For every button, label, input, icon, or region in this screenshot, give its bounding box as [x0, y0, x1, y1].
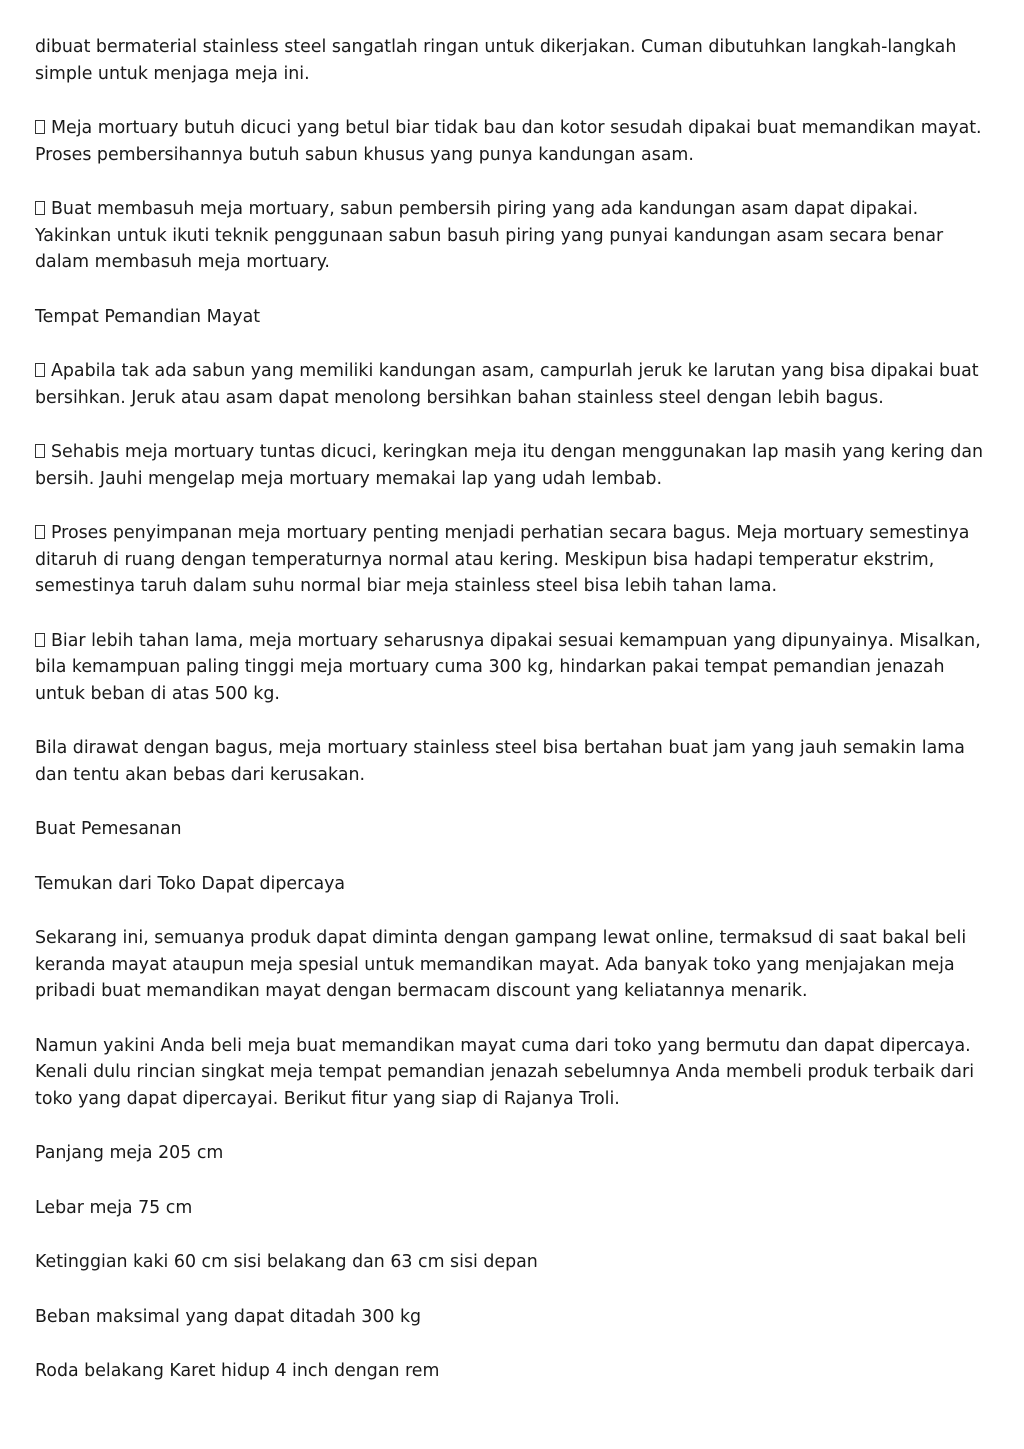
paragraph-bullet-drying: Sehabis meja mortuary tuntas dicuci, keringkan meja itu dengan menggunakan lap masih yang kering dan bersih. Jauhi mengelap meja mortuary memakai lap yang udah lembab. [35, 442, 984, 489]
paragraph-trusted-store: Namun yakini Anda beli meja buat memandikan mayat cuma dari toko yang bermutu dan dapat dipercaya. Kenali dulu rincian singkat meja tempat pemandian jenazah sebelumnya Anda membeli produk terbaik dari toko yang dapat dipercayai. Berikut fitur yang siap di Rajanya Troli. [35, 1035, 975, 1109]
heading-buat-pemesanan: Buat Pemesanan [35, 819, 182, 839]
paragraph-bullet-citrus: Apabila tak ada sabun yang memiliki kandungan asam, campurlah jeruk ke larutan yang bisa dipakai buat bersihkan. Jeruk atau asam dapat menolong bersihkan bahan stainless steel dengan lebih bagus. [35, 361, 979, 408]
paragraph-maintenance-summary: Bila dirawat dengan bagus, meja mortuary stainless steel bisa bertahan buat jam yang jauh semakin lama dan tentu akan bebas dari kerusakan. [35, 738, 965, 785]
paragraph-bullet-cleaning: Meja mortuary butuh dicuci yang betul biar tidak bau dan kotor sesudah dipakai buat memandikan mayat. Proses pembersihannya butuh sabun khusus yang punya kandungan asam. [35, 118, 982, 165]
missing-glyph-bullet-icon [35, 120, 45, 134]
missing-glyph-bullet-icon [35, 363, 45, 377]
missing-glyph-bullet-icon [35, 525, 45, 539]
spec-leg-height: Ketinggian kaki 60 cm sisi belakang dan 63 cm sisi depan [35, 1252, 538, 1272]
missing-glyph-bullet-icon [35, 444, 45, 458]
missing-glyph-bullet-icon [35, 633, 45, 647]
paragraph-intro: dibuat bermaterial stainless steel sangatlah ringan untuk dikerjakan. Cuman dibutuhkan langkah-langkah simple untuk menjaga meja ini. [35, 37, 957, 84]
paragraph-bullet-storage: Proses penyimpanan meja mortuary penting menjadi perhatian secara bagus. Meja mortuary semestinya ditaruh di ruang dengan temperaturnya normal atau kering. Meskipun bisa hadapi temperatur ekstrim, semestinya taruh dalam suhu normal biar meja stainless steel bisa lebih tahan lama. [35, 523, 970, 596]
paragraph-bullet-capacity: Biar lebih tahan lama, meja mortuary seharusnya dipakai sesuai kemampuan yang dipunyainya. Misalkan, bila kemampuan paling tinggi meja mortuary cuma 300 kg, hindarkan pakai tempat pemandian jenazah untuk beban di atas 500 kg. [35, 630, 981, 704]
spec-rear-wheels: Roda belakang Karet hidup 4 inch dengan rem [35, 1361, 440, 1381]
paragraph-online-shopping: Sekarang ini, semuanya produk dapat diminta dengan gampang lewat online, termaksud di saat bakal beli keranda mayat ataupun meja spesial untuk memandikan mayat. Ada banyak toko yang menjajakan meja pribadi buat memandikan mayat dengan bermacam discount yang keliatannya menarik. [35, 928, 967, 1001]
spec-max-load: Beban maksimal yang dapat ditadah 300 kg [35, 1306, 422, 1327]
heading-temukan-toko: Temukan dari Toko Dapat dipercaya [35, 873, 346, 894]
heading-tempat-pemandian: Tempat Pemandian Mayat [35, 306, 261, 327]
paragraph-bullet-soap: Buat membasuh meja mortuary, sabun pembersih piring yang ada kandungan asam dapat dipakai. Yakinkan untuk ikuti teknik penggunaan sabun basuh piring yang punyai kandungan asam secara benar dalam membasuh meja mortuary. [35, 199, 944, 272]
missing-glyph-bullet-icon [35, 201, 45, 215]
spec-length: Panjang meja 205 cm [35, 1143, 224, 1163]
spec-width: Lebar meja 75 cm [35, 1197, 193, 1218]
